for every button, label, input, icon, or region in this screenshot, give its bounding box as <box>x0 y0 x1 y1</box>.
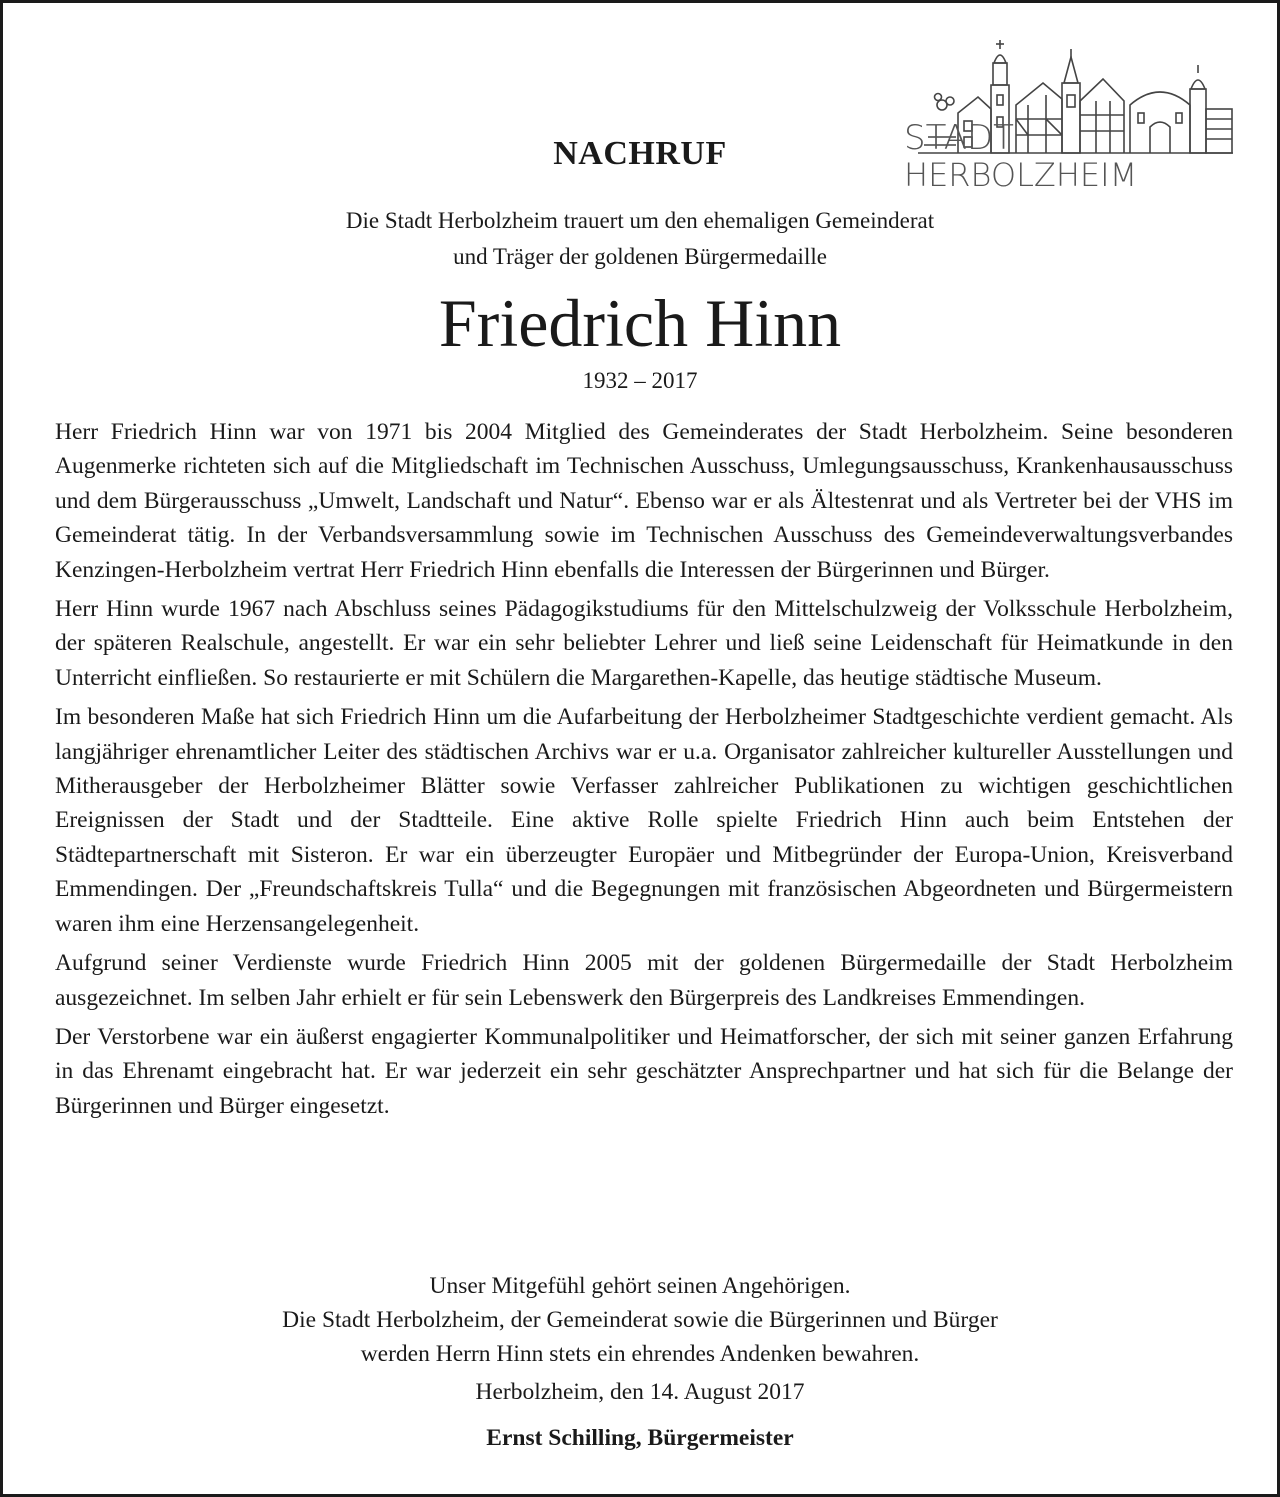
closing-text <box>3 1269 1277 1371</box>
paragraph-5: Der Verstorbene war ein äußerst engagierter Kommunalpolitiker und Heimatforscher, der sich mit seiner ganzen Erfahrung in das Ehrenamt eingebracht hat. Er war jederzeit ein sehr geschätzter Ansprechpartner und hat sich für die Belange der Bürgerinnen und Bürger eingesetzt. <box>55 1023 1233 1119</box>
paragraph-1: Herr Friedrich Hinn war von 1971 bis 2004 Mitglied des Gemeinderates der Stadt Herbolzheim. Seine besonderen Augenmerke richteten sich auf die Mitgliedschaft im Technischen Ausschuss, Umlegungsausschuss, Krankenhausausschuss und dem Bürgerausschuss „Umwelt, Landschaft und Natur“. Ebenso war er als Ältestenrat und als Vertreter bei der VHS im Gemeinderat tätig. In der Verbandsversammlung sowie im Technischen Ausschuss des Gemeindeverwaltungsverbandes Kenzingen-Herbolzheim vertrat Herr Friedrich Hinn ebenfalls die Interessen der Bürgerinnen und Bürger. <box>55 419 1233 583</box>
paragraph-2: Herr Hinn wurde 1967 nach Abschluss seines Pädagogikstudiums für den Mittelschulzweig der Volksschule Herbolzheim, der späteren Realschule, angestellt. Er war ein sehr beliebter Lehrer und ließ seine Leidenschaft für Heimatkunde in den Unterricht einfließen. So restaurierte er mit Schülern die Margarethen-Kapelle, das heutige städtische Museum. <box>55 596 1233 691</box>
intro-text <box>3 203 1277 275</box>
paragraph-4: Aufgrund seiner Verdienste wurde Friedrich Hinn 2005 mit der goldenen Bürgermedaille der Stadt Herbolzheim ausgezeichnet. Im selben Jahr erhielt er für sein Lebenswerk den Bürgerpreis des Landkreises Emmendingen. <box>55 950 1233 1011</box>
logo-text-herbolzheim: HERBOLZHEIM <box>904 156 1138 194</box>
signature: Ernst Schilling, Bürgermeister <box>486 1425 794 1451</box>
closing-line-3: werden Herrn Hinn stets ein ehrendes Andenken bewahren. <box>360 1341 920 1367</box>
deceased-name: Friedrich Hinn <box>438 285 842 361</box>
paragraph-3: Im besonderen Maße hat sich Friedrich Hinn um die Aufarbeitung der Herbolzheimer Stadtgeschichte verdient gemacht. Als langjähriger ehrenamtlicher Leiter des städtischen Archivs war er u.a. Organisator zahlreicher kultureller Ausstellungen und Mitherausgeber der Herbolzheimer Blätter sowie Verfasser zahlreicher Publikationen zu wichtigen geschichtlichen Ereignissen der Stadt und der Stadtteile. Eine aktive Rolle spielte Friedrich Hinn auch beim Entstehen der Städtepartnerschaft mit Sisteron. Er war ein überzeugter Europäer und Mitbegründer der Europa-Union, Kreisverband Emmendingen. Der „Freundschaftskreis Tulla“ und die Begegnungen mit französischen Abgeordneten und Bürgermeistern waren ihm eine Herzensangelegenheit. <box>55 704 1233 937</box>
closing-line-2: Die Stadt Herbolzheim, der Gemeinderat sowie die Bürgerinnen und Bürger <box>282 1307 998 1333</box>
obituary-body <box>55 415 1233 1128</box>
place-and-date: Herbolzheim, den 14. August 2017 <box>475 1379 805 1405</box>
page-title: NACHRUF <box>553 135 727 172</box>
intro-line-1: Die Stadt Herbolzheim trauert um den ehemaligen Gemeinderat <box>345 208 935 233</box>
closing-line-1: Unser Mitgefühl gehört seinen Angehörigen. <box>429 1273 851 1299</box>
life-years: 1932 – 2017 <box>582 368 698 393</box>
logo-text-stadt: STADT <box>904 118 1014 158</box>
intro-line-2: und Träger der goldenen Bürgermedaille <box>453 244 827 269</box>
